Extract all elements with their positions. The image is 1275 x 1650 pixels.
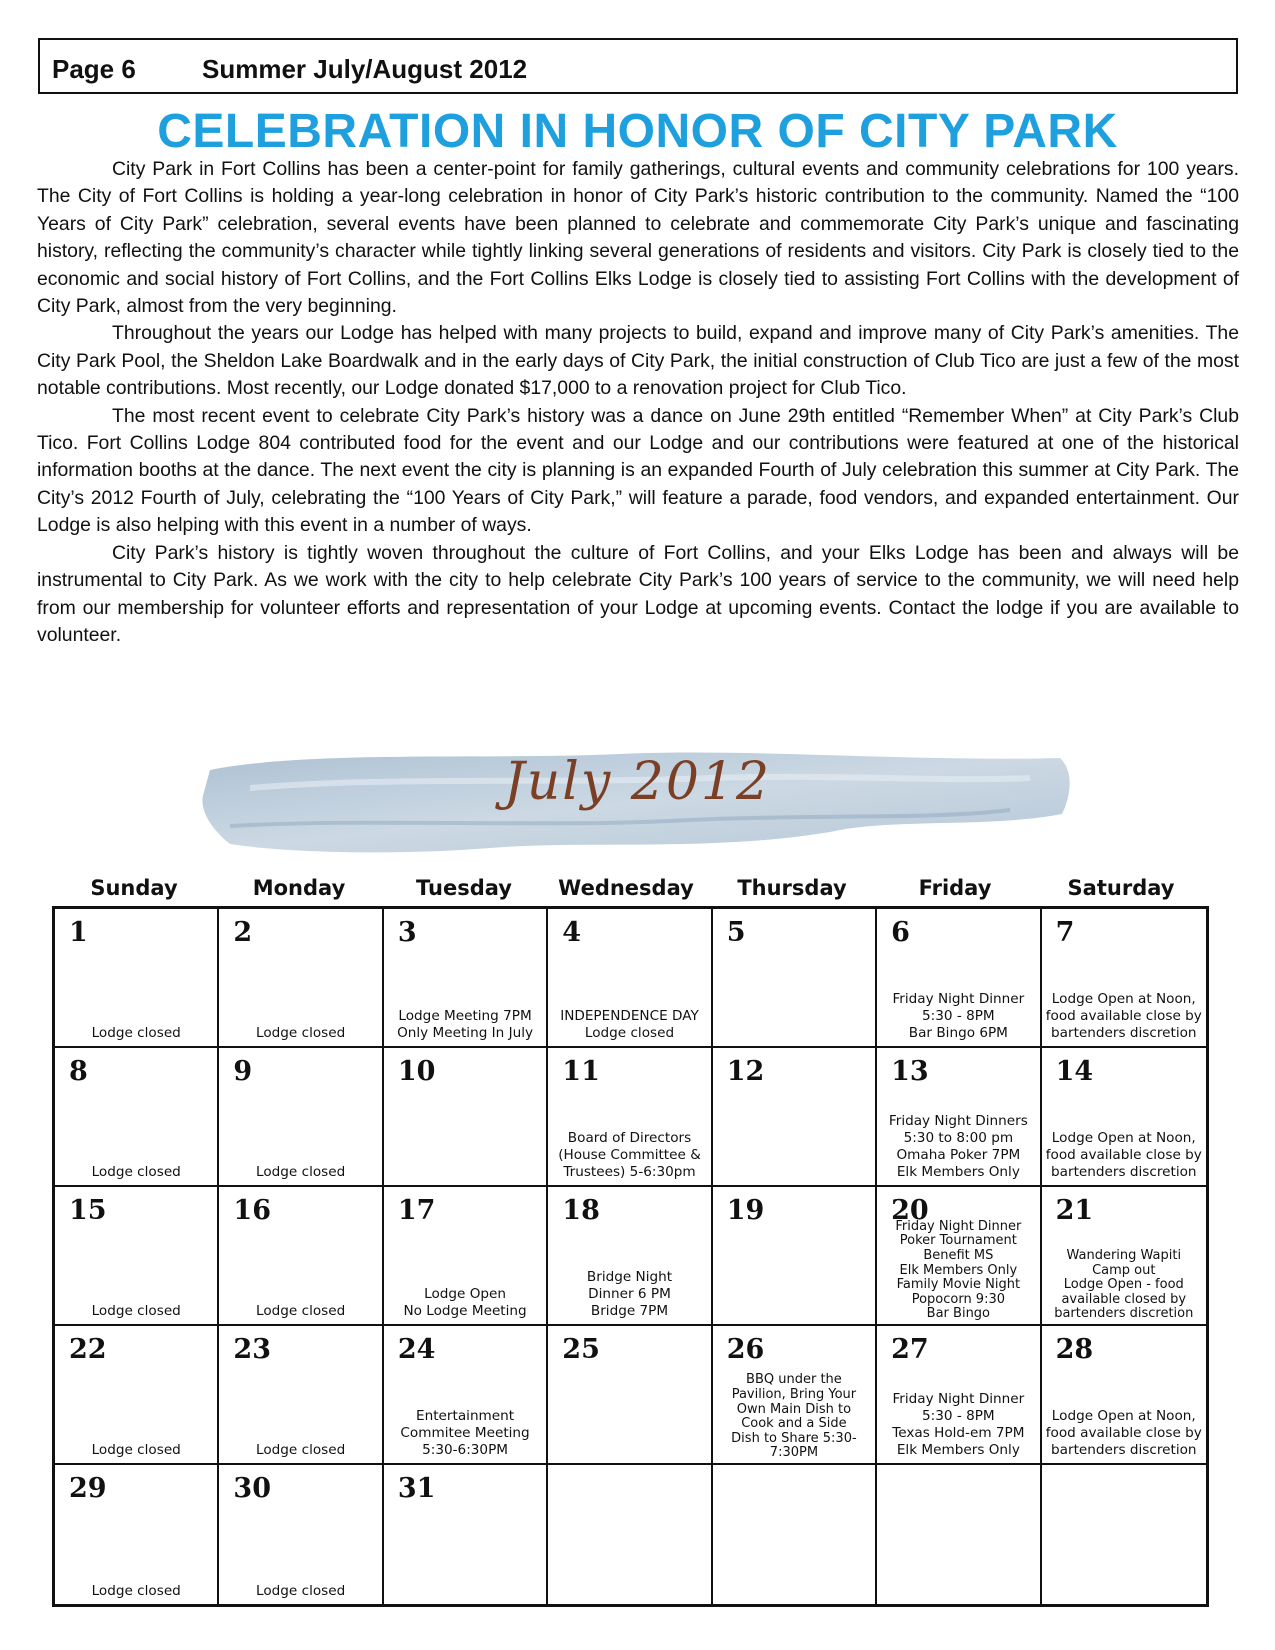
day-number: 14 — [1055, 1056, 1094, 1087]
day-number: 3 — [397, 917, 417, 948]
calendar-day-cell — [219, 1187, 383, 1326]
day-number: 18 — [562, 1195, 600, 1226]
calendar-day-cell — [1042, 1048, 1206, 1187]
day-number: 30 — [233, 1473, 271, 1504]
day-event-note: Friday Night Dinner 5:30 - 8PM Bar Bingo 6PM — [892, 991, 1025, 1041]
page-number: Page 6 — [52, 54, 136, 84]
calendar-day-cell — [55, 1048, 219, 1187]
weekday-header: Friday — [918, 876, 992, 900]
day-number: 13 — [891, 1056, 929, 1087]
day-event-note: Lodge Open at Noon, food available close by bartenders discretion — [1045, 1408, 1202, 1458]
day-event-note: Lodge closed — [91, 1303, 181, 1319]
day-event-note: Lodge closed — [91, 1164, 181, 1180]
calendar-day-cell — [877, 1465, 1041, 1604]
calendar-day-cell — [877, 1048, 1041, 1187]
day-event-note: Lodge Open at Noon, food available close by bartenders discretion — [1045, 991, 1202, 1041]
calendar-grid — [52, 906, 1209, 1607]
article-paragraph: The most recent event to celebrate City Park’s history was a dance on June 29th entitled “Remember When” at City Park’s Club Tico. Fort Collins Lodge 804 contributed food for the event and our Lodge and our contributions were featured at one of the historical information booths at the dance. The next event the city is planning is an expanded Fourth of July celebration this summer at City Park. The City’s 2012 Fourth of July, celebrating the “100 Years of City Park,” will feature a parade, food vendors, and expanded entertainment. Our Lodge is also helping with this event in a number of ways. — [37, 404, 1239, 537]
day-number: 8 — [69, 1056, 88, 1087]
calendar-day-cell — [548, 1326, 712, 1465]
day-event-note: Board of Directors (House Committee & Trustees) 5-6:30pm — [558, 1130, 701, 1180]
calendar-day-cell — [1042, 1465, 1206, 1604]
calendar-day-cell — [548, 1187, 712, 1326]
calendar-day-cell — [713, 1465, 877, 1604]
day-event-note: Friday Night Dinner 5:30 - 8PM Texas Hold-em 7PM Elk Members Only — [892, 1391, 1025, 1458]
day-event-note: Lodge Meeting 7PM Only Meeting In July — [397, 1008, 534, 1041]
day-number: 6 — [891, 917, 910, 948]
day-number: 9 — [233, 1056, 253, 1087]
day-number: 20 — [891, 1195, 929, 1226]
calendar-day-cell — [1042, 909, 1206, 1048]
calendar-day-cell — [713, 909, 877, 1048]
day-number: 26 — [726, 1334, 765, 1365]
day-number: 21 — [1055, 1195, 1094, 1226]
article-paragraph: City Park in Fort Collins has been a center-point for family gatherings, cultural events and community celebrations for 100 years. The City of Fort Collins is holding a year-long celebration in honor of City Park’s historic contribution to the community. Named the “100 Years of City Park” celebration, several events have been planned to celebrate and commemorate City Park’s unique and fascinating history, reflecting the community’s character while tightly linking several generations of residents and visitors. City Park is closely tied to the economic and social history of Fort Collins, and the Fort Collins Elks Lodge is closely tied to assisting Fort Collins with the development of City Park, almost from the very beginning. — [37, 158, 1239, 318]
calendar-day-cell — [55, 909, 219, 1048]
day-event-note: Friday Night Dinner Poker Tournament Benefit MS Elk Members Only Family Movie Night Popocorn 9:30 Bar Bingo — [895, 1218, 1022, 1322]
article-paragraph: Throughout the years our Lodge has helped with many projects to build, expand and improve many of City Park’s amenities. The City Park Pool, the Sheldon Lake Boardwalk and in the early days of City Park, the initial construction of Club Tico are just a few of the most notable contributions. Most recently, our Lodge donated $17,000 to a renovation project for Club Tico. — [37, 322, 1239, 400]
day-number: 29 — [69, 1473, 107, 1504]
day-number: 12 — [726, 1056, 765, 1087]
day-number: 17 — [397, 1195, 436, 1226]
day-number: 5 — [726, 917, 746, 948]
day-event-note: Entertainment Commitee Meeting 5:30-6:30PM — [400, 1408, 530, 1458]
article-paragraph: City Park’s history is tightly woven throughout the culture of Fort Collins, and your Elks Lodge has been and always will be instrumental to City Park. As we work with the city to help celebrate City Park’s 100 years of service to the community, we will need help from our membership for volunteer efforts and representation of your Lodge at upcoming events. Contact the lodge if you are available to volunteer. — [37, 541, 1239, 646]
weekday-header: Saturday — [1067, 876, 1175, 900]
calendar-day-cell — [384, 1465, 548, 1604]
article-body — [37, 156, 1239, 649]
day-number: 11 — [562, 1056, 600, 1087]
day-number: 4 — [562, 917, 582, 948]
day-event-note: Lodge closed — [256, 1442, 346, 1458]
day-event-note: BBQ under the Pavilion, Bring Your Own Main Dish to Cook and a Side Dish to Share 5:30- 7:30PM — [731, 1372, 857, 1461]
calendar-day-cell — [1042, 1187, 1206, 1326]
issue-label: Summer July/August 2012 — [202, 54, 528, 84]
calendar-day-cell — [219, 909, 383, 1048]
calendar-day-cell — [219, 1048, 383, 1187]
day-event-note: Lodge closed — [91, 1442, 181, 1458]
day-number: 19 — [726, 1195, 765, 1226]
calendar-day-cell — [548, 1048, 712, 1187]
day-event-note: Wandering Wapiti Camp out Lodge Open - food available closed by bartenders discretion — [1054, 1248, 1194, 1322]
day-number: 27 — [891, 1334, 929, 1365]
day-event-note: Lodge closed — [91, 1025, 181, 1041]
day-number: 24 — [397, 1334, 436, 1365]
calendar-day-cell — [384, 1187, 548, 1326]
calendar-day-cell — [877, 1187, 1041, 1326]
weekday-header: Wednesday — [558, 876, 694, 900]
day-event-note: INDEPENDENCE DAY Lodge closed — [560, 1008, 699, 1041]
day-event-note: Lodge closed — [256, 1583, 346, 1599]
weekday-header: Thursday — [737, 876, 847, 900]
day-event-note: Lodge Open No Lodge Meeting — [403, 1286, 527, 1319]
calendar-title: July 2012 — [503, 752, 772, 812]
calendar-day-cell — [55, 1187, 219, 1326]
calendar-day-cell — [713, 1326, 877, 1465]
day-number: 16 — [233, 1195, 271, 1226]
calendar-day-cell — [1042, 1326, 1206, 1465]
day-number: 10 — [397, 1056, 436, 1087]
day-number: 25 — [562, 1334, 600, 1365]
calendar-day-cell — [384, 1048, 548, 1187]
day-event-note: Friday Night Dinners 5:30 to 8:00 pm Omaha Poker 7PM Elk Members Only — [888, 1113, 1028, 1180]
day-event-note: Lodge closed — [256, 1303, 346, 1319]
page-header — [38, 38, 1238, 94]
day-number: 23 — [233, 1334, 271, 1365]
day-number: 15 — [69, 1195, 107, 1226]
weekday-header: Tuesday — [416, 876, 512, 900]
day-event-note: Lodge Open at Noon, food available close by bartenders discretion — [1045, 1130, 1202, 1180]
calendar-day-cell — [384, 909, 548, 1048]
day-number: 31 — [397, 1473, 436, 1504]
weekday-header: Sunday — [90, 876, 178, 900]
day-event-note: Lodge closed — [91, 1583, 181, 1599]
day-event-note: Lodge closed — [256, 1164, 346, 1180]
calendar-day-cell — [55, 1465, 219, 1604]
calendar-day-cell — [548, 1465, 712, 1604]
calendar-day-cell — [55, 1326, 219, 1465]
calendar-day-cell — [219, 1465, 383, 1604]
day-number: 1 — [69, 917, 88, 948]
calendar-day-cell — [713, 1048, 877, 1187]
calendar-day-cell — [877, 1326, 1041, 1465]
day-event-note: Lodge closed — [256, 1025, 346, 1041]
calendar-day-cell — [548, 909, 712, 1048]
day-number: 22 — [69, 1334, 107, 1365]
calendar-day-cell — [384, 1326, 548, 1465]
day-event-note: Bridge Night Dinner 6 PM Bridge 7PM — [586, 1269, 673, 1319]
day-number: 28 — [1055, 1334, 1094, 1365]
calendar-day-cell — [713, 1187, 877, 1326]
calendar-day-cell — [877, 909, 1041, 1048]
weekday-header: Monday — [252, 876, 346, 900]
day-number: 7 — [1055, 917, 1075, 948]
day-number: 2 — [233, 917, 253, 948]
calendar-day-cell — [219, 1326, 383, 1465]
article-title: CELEBRATION IN HONOR OF CITY PARK — [157, 105, 1118, 158]
